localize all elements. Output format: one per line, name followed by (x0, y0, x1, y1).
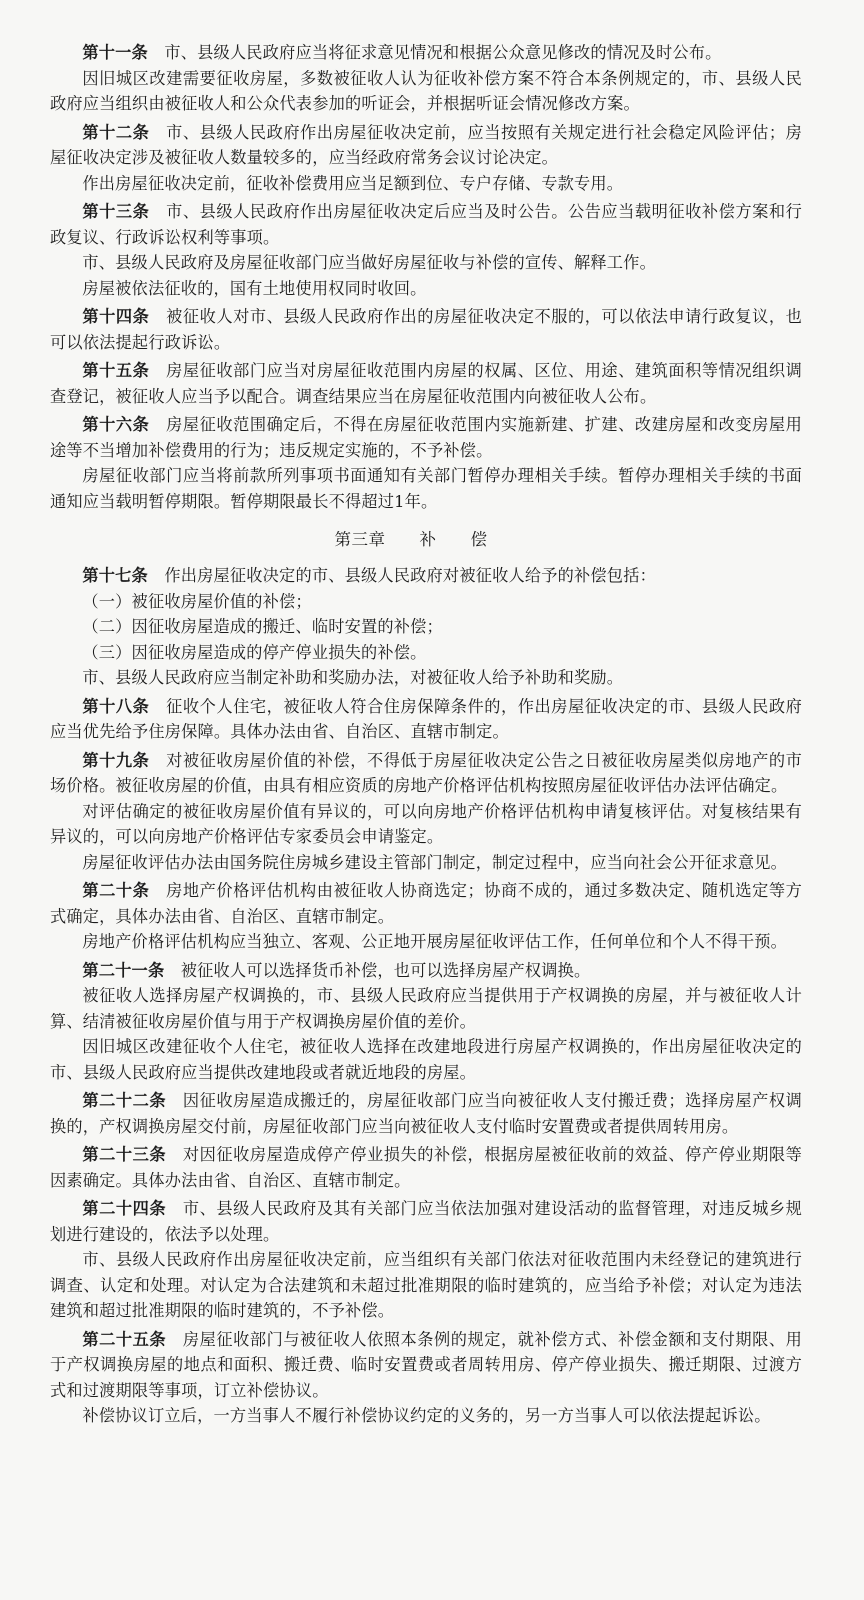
article-paragraph (50, 120, 802, 171)
paragraph (50, 276, 802, 302)
paragraph-text: 作出房屋征收决定前，征收补偿费用应当足额到位、专户存储、专款专用。 (82, 173, 624, 193)
paragraph (50, 463, 802, 514)
paragraph (50, 929, 802, 955)
paragraph-text: 被征收人选择房屋产权调换的，市、县级人民政府应当提供用于产权调换的房屋，并与被征收人计算、结清被征收房屋价值与用于产权调换房屋价值的差价。 (50, 986, 802, 1031)
paragraph (50, 171, 802, 197)
article-number: 第二十一条 (82, 960, 165, 980)
article-paragraph (50, 1196, 802, 1247)
article-number: 第十八条 (82, 696, 150, 716)
article-paragraph (50, 958, 802, 984)
paragraph-text: （一）被征收房屋价值的补偿； (82, 591, 312, 611)
paragraph-text: 房地产价格评估机构由被征收人协商选定；协商不成的，通过多数决定、随机选定等方式确定，具体办法由省、自治区、直辖市制定。 (50, 881, 802, 926)
paragraph-text: 因旧城区改建需要征收房屋，多数被征收人认为征收补偿方案不符合本条例规定的，市、县级人民政府应当组织由被征收人和公众代表参加的听证会，并根据听证会情况修改方案。 (50, 68, 802, 113)
list-item (50, 614, 802, 640)
paragraph (50, 1034, 802, 1085)
paragraph (50, 1247, 802, 1324)
paragraph-text: 对因征收房屋造成停产停业损失的补偿，根据房屋被征收前的效益、停产停业期限等因素确定。具体办法由省、自治区、直辖市制定。 (50, 1145, 802, 1190)
article-paragraph (50, 199, 802, 250)
article-number: 第十二条 (82, 122, 150, 142)
article-paragraph (50, 694, 802, 745)
paragraph-text: 市、县级人民政府应当制定补助和奖励办法，对被征收人给予补助和奖励。 (82, 668, 624, 687)
article-number: 第十九条 (82, 750, 150, 770)
article-number: 第十一条 (82, 43, 148, 62)
article-number: 第二十条 (82, 881, 150, 900)
article-paragraph (50, 878, 802, 929)
article-number: 第二十四条 (82, 1199, 167, 1218)
text-block-top (50, 40, 802, 514)
paragraph-text: 市、县级人民政府应当将征求意见情况和根据公众意见修改的情况及时公布。 (164, 43, 722, 62)
paragraph-text: （二）因征收房屋造成的搬迁、临时安置的补偿； (82, 617, 443, 636)
paragraph-text: 因旧城区改建征收个人住宅，被征收人选择在改建地段进行房屋产权调换的，作出房屋征收决定的市、县级人民政府应当提供改建地段或者就近地段的房屋。 (50, 1037, 802, 1082)
article-paragraph (50, 1142, 802, 1193)
article-paragraph (50, 1327, 802, 1404)
paragraph-text: 市、县级人民政府作出房屋征收决定后应当及时公告。公告应当载明征收补偿方案和行政复议、行政诉讼权利等事项。 (50, 202, 802, 247)
article-number: 第十六条 (82, 415, 150, 434)
chapter-heading (50, 527, 802, 552)
paragraph-text: 房屋征收部门应当将前款所列事项书面通知有关部门暂停办理相关手续。暂停办理相关手续的书面通知应当载明暂停期限。暂停期限最长不得超过1年。 (50, 466, 802, 511)
paragraph-text: 房屋征收部门与被征收人依照本条例的规定，就补偿方式、补偿金额和支付期限、用于产权调换房屋的地点和面积、搬迁费、临时安置费或者周转用房、停产停业损失、搬迁期限、过渡方式和过渡期限等事项，订立补偿协议。 (50, 1329, 802, 1400)
paragraph (50, 1403, 802, 1429)
chapter-word-2: 偿 (470, 530, 488, 549)
text-block-bottom (50, 563, 802, 1429)
paragraph-text: 被征收人可以选择货币补偿，也可以选择房屋产权调换。 (180, 960, 591, 980)
article-number: 第二十二条 (82, 1091, 167, 1110)
paragraph-text: 因征收房屋造成搬迁的，房屋征收部门应当向被征收人支付搬迁费；选择房屋产权调换的，产权调换房屋交付前，房屋征收部门应当向被征收人支付临时安置费或者提供周转用房。 (50, 1091, 802, 1136)
paragraph-text: 对评估确定的被征收房屋价值有异议的，可以向房地产价格评估机构申请复核评估。对复核结果有异议的，可以向房地产价格评估专家委员会申请鉴定。 (50, 801, 802, 846)
chapter-word-1: 补 (419, 530, 437, 549)
paragraph-text: 对被征收房屋价值的补偿，不得低于房屋征收决定公告之日被征收房屋类似房地产的市场价格。被征收房屋的价值，由具有相应资质的房地产价格评估机构按照房屋征收评估办法评估确定。 (50, 750, 802, 795)
paragraph (50, 66, 802, 117)
article-number: 第二十五条 (82, 1329, 167, 1349)
paragraph (50, 983, 802, 1034)
paragraph-text: （三）因征收房屋造成的停产停业损失的补偿。 (82, 642, 427, 662)
article-paragraph (50, 1088, 802, 1139)
paragraph-text: 房屋征收范围确定后，不得在房屋征收范围内实施新建、扩建、改建房屋和改变房屋用途等不当增加补偿费用的行为；违反规定实施的，不予补偿。 (50, 415, 802, 460)
paragraph (50, 850, 802, 876)
chapter-prefix: 第三章 (334, 530, 386, 549)
article-paragraph (50, 40, 802, 66)
paragraph-text: 市、县级人民政府作出房屋征收决定前，应当组织有关部门依法对征收范围内未经登记的建筑进行调查、认定和处理。对认定为合法建筑和未超过批准期限的临时建筑的，应当给予补偿；对认定为违法建筑和超过批准期限的临时建筑的，不予补偿。 (50, 1250, 802, 1320)
article-number: 第二十三条 (82, 1145, 167, 1164)
paragraph-text: 作出房屋征收决定的市、县级人民政府对被征收人给予的补偿包括： (164, 566, 656, 585)
article-paragraph (50, 563, 802, 589)
article-paragraph (50, 304, 802, 355)
article-number: 第十四条 (82, 307, 150, 326)
paragraph-text: 房地产价格评估机构应当独立、客观、公正地开展房屋征收评估工作，任何单位和个人不得干预。 (82, 932, 788, 951)
article-paragraph (50, 748, 802, 799)
article-number: 第十五条 (82, 361, 150, 380)
list-item (50, 640, 802, 666)
paragraph-text: 房屋征收评估办法由国务院住房城乡建设主管部门制定，制定过程中，应当向社会公开征求意见。 (82, 852, 788, 872)
paragraph-text: 房屋征收部门应当对房屋征收范围内房屋的权属、区位、用途、建筑面积等情况组织调查登记，被征收人应当予以配合。调查结果应当在房屋征收范围内向被征收人公布。 (50, 361, 802, 406)
paragraph-text: 房屋被依法征收的，国有土地使用权同时收回。 (82, 278, 427, 298)
article-paragraph (50, 412, 802, 463)
paragraph-text: 市、县级人民政府作出房屋征收决定前，应当按照有关规定进行社会稳定风险评估；房屋征收决定涉及被征收人数量较多的，应当经政府常务会议讨论决定。 (50, 122, 802, 167)
article-number: 第十七条 (82, 566, 148, 585)
paragraph-text: 被征收人对市、县级人民政府作出的房屋征收决定不服的，可以依法申请行政复议，也可以依法提起行政诉讼。 (50, 307, 802, 352)
paragraph (50, 799, 802, 850)
paragraph-text: 市、县级人民政府及其有关部门应当依法加强对建设活动的监督管理，对违反城乡规划进行建设的，依法予以处理。 (50, 1199, 802, 1244)
article-paragraph (50, 358, 802, 409)
paragraph-text: 市、县级人民政府及房屋征收部门应当做好房屋征收与补偿的宣传、解释工作。 (82, 253, 656, 272)
paragraph-text: 补偿协议订立后，一方当事人不履行补偿协议约定的义务的，另一方当事人可以依法提起诉讼。 (82, 1406, 771, 1425)
paragraph (50, 250, 802, 276)
article-number: 第十三条 (82, 202, 150, 221)
paragraph (50, 665, 802, 691)
list-item (50, 589, 802, 615)
paragraph-text: 征收个人住宅，被征收人符合住房保障条件的，作出房屋征收决定的市、县级人民政府应当优先给予住房保障。具体办法由省、自治区、直辖市制定。 (50, 696, 802, 741)
